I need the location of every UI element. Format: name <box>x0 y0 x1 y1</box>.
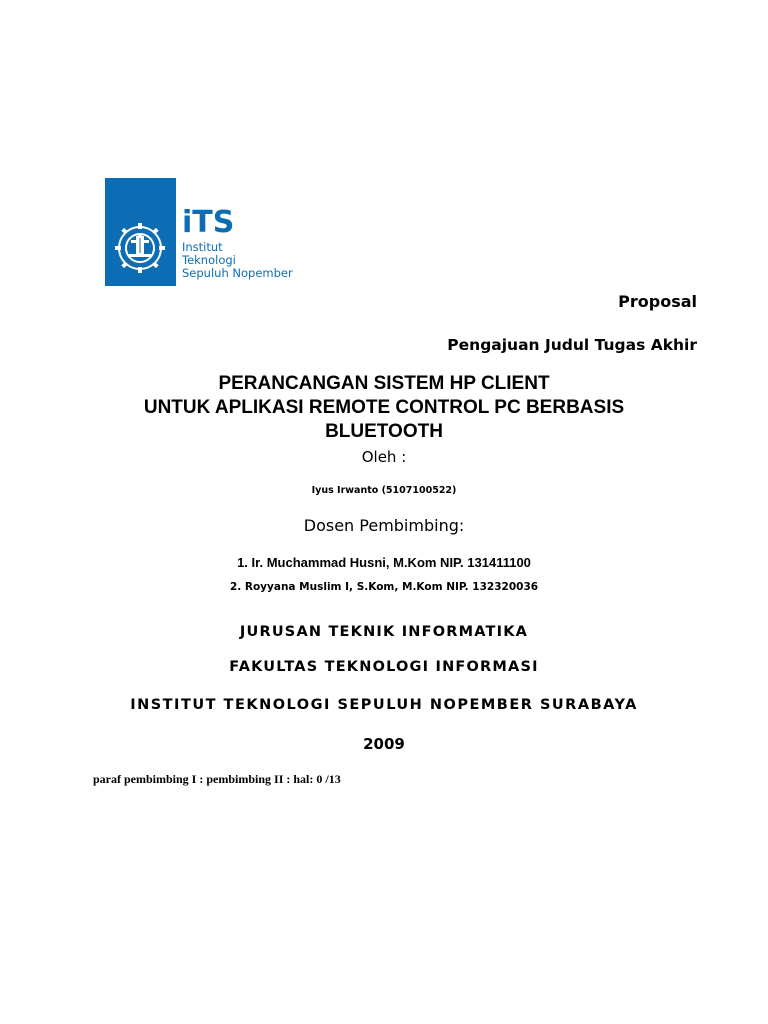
logo-line-teknologi: Teknologi <box>182 253 236 267</box>
author-label: Oleh : <box>361 448 407 466</box>
title-line-2: UNTUK APLIKASI REMOTE CONTROL PC BERBASIS <box>143 397 625 418</box>
department-name: JURUSAN TEKNIK INFORMATIKA <box>239 624 529 640</box>
author-name: Iyus Irwanto (5107100522) <box>311 485 457 496</box>
logo-line-institut: Institut <box>182 240 223 254</box>
logo-blue-block <box>105 178 176 286</box>
proposal-subtitle: Pengajuan Judul Tugas Akhir <box>447 336 697 354</box>
footer-signature-line: paraf pembimbing I : pembimbing II : hal: 0 /13 <box>93 772 341 786</box>
document-title <box>0 372 768 444</box>
logo-brand: iTS <box>182 205 235 240</box>
supervisors-label: Dosen Pembimbing: <box>303 516 465 535</box>
document-year: 2009 <box>363 735 405 753</box>
its-emblem-icon <box>105 178 176 286</box>
logo-line-sepuluh-nopember: Sepuluh Nopember <box>182 266 293 280</box>
faculty-name: FAKULTAS TEKNOLOGI INFORMASI <box>229 659 539 675</box>
title-line-3: BLUETOOTH <box>325 421 443 442</box>
its-logo <box>105 178 295 286</box>
university-name: INSTITUT TEKNOLOGI SEPULUH NOPEMBER SURABAYA <box>130 697 638 713</box>
proposal-label: Proposal <box>618 292 697 311</box>
supervisor-first: 1. Ir. Muchammad Husni, M.Kom NIP. 131411100 <box>237 555 531 570</box>
supervisor-second: 2. Royyana Muslim I, S.Kom, M.Kom NIP. 132320036 <box>229 581 539 593</box>
title-line-1: PERANCANGAN SISTEM HP CLIENT <box>218 373 550 394</box>
